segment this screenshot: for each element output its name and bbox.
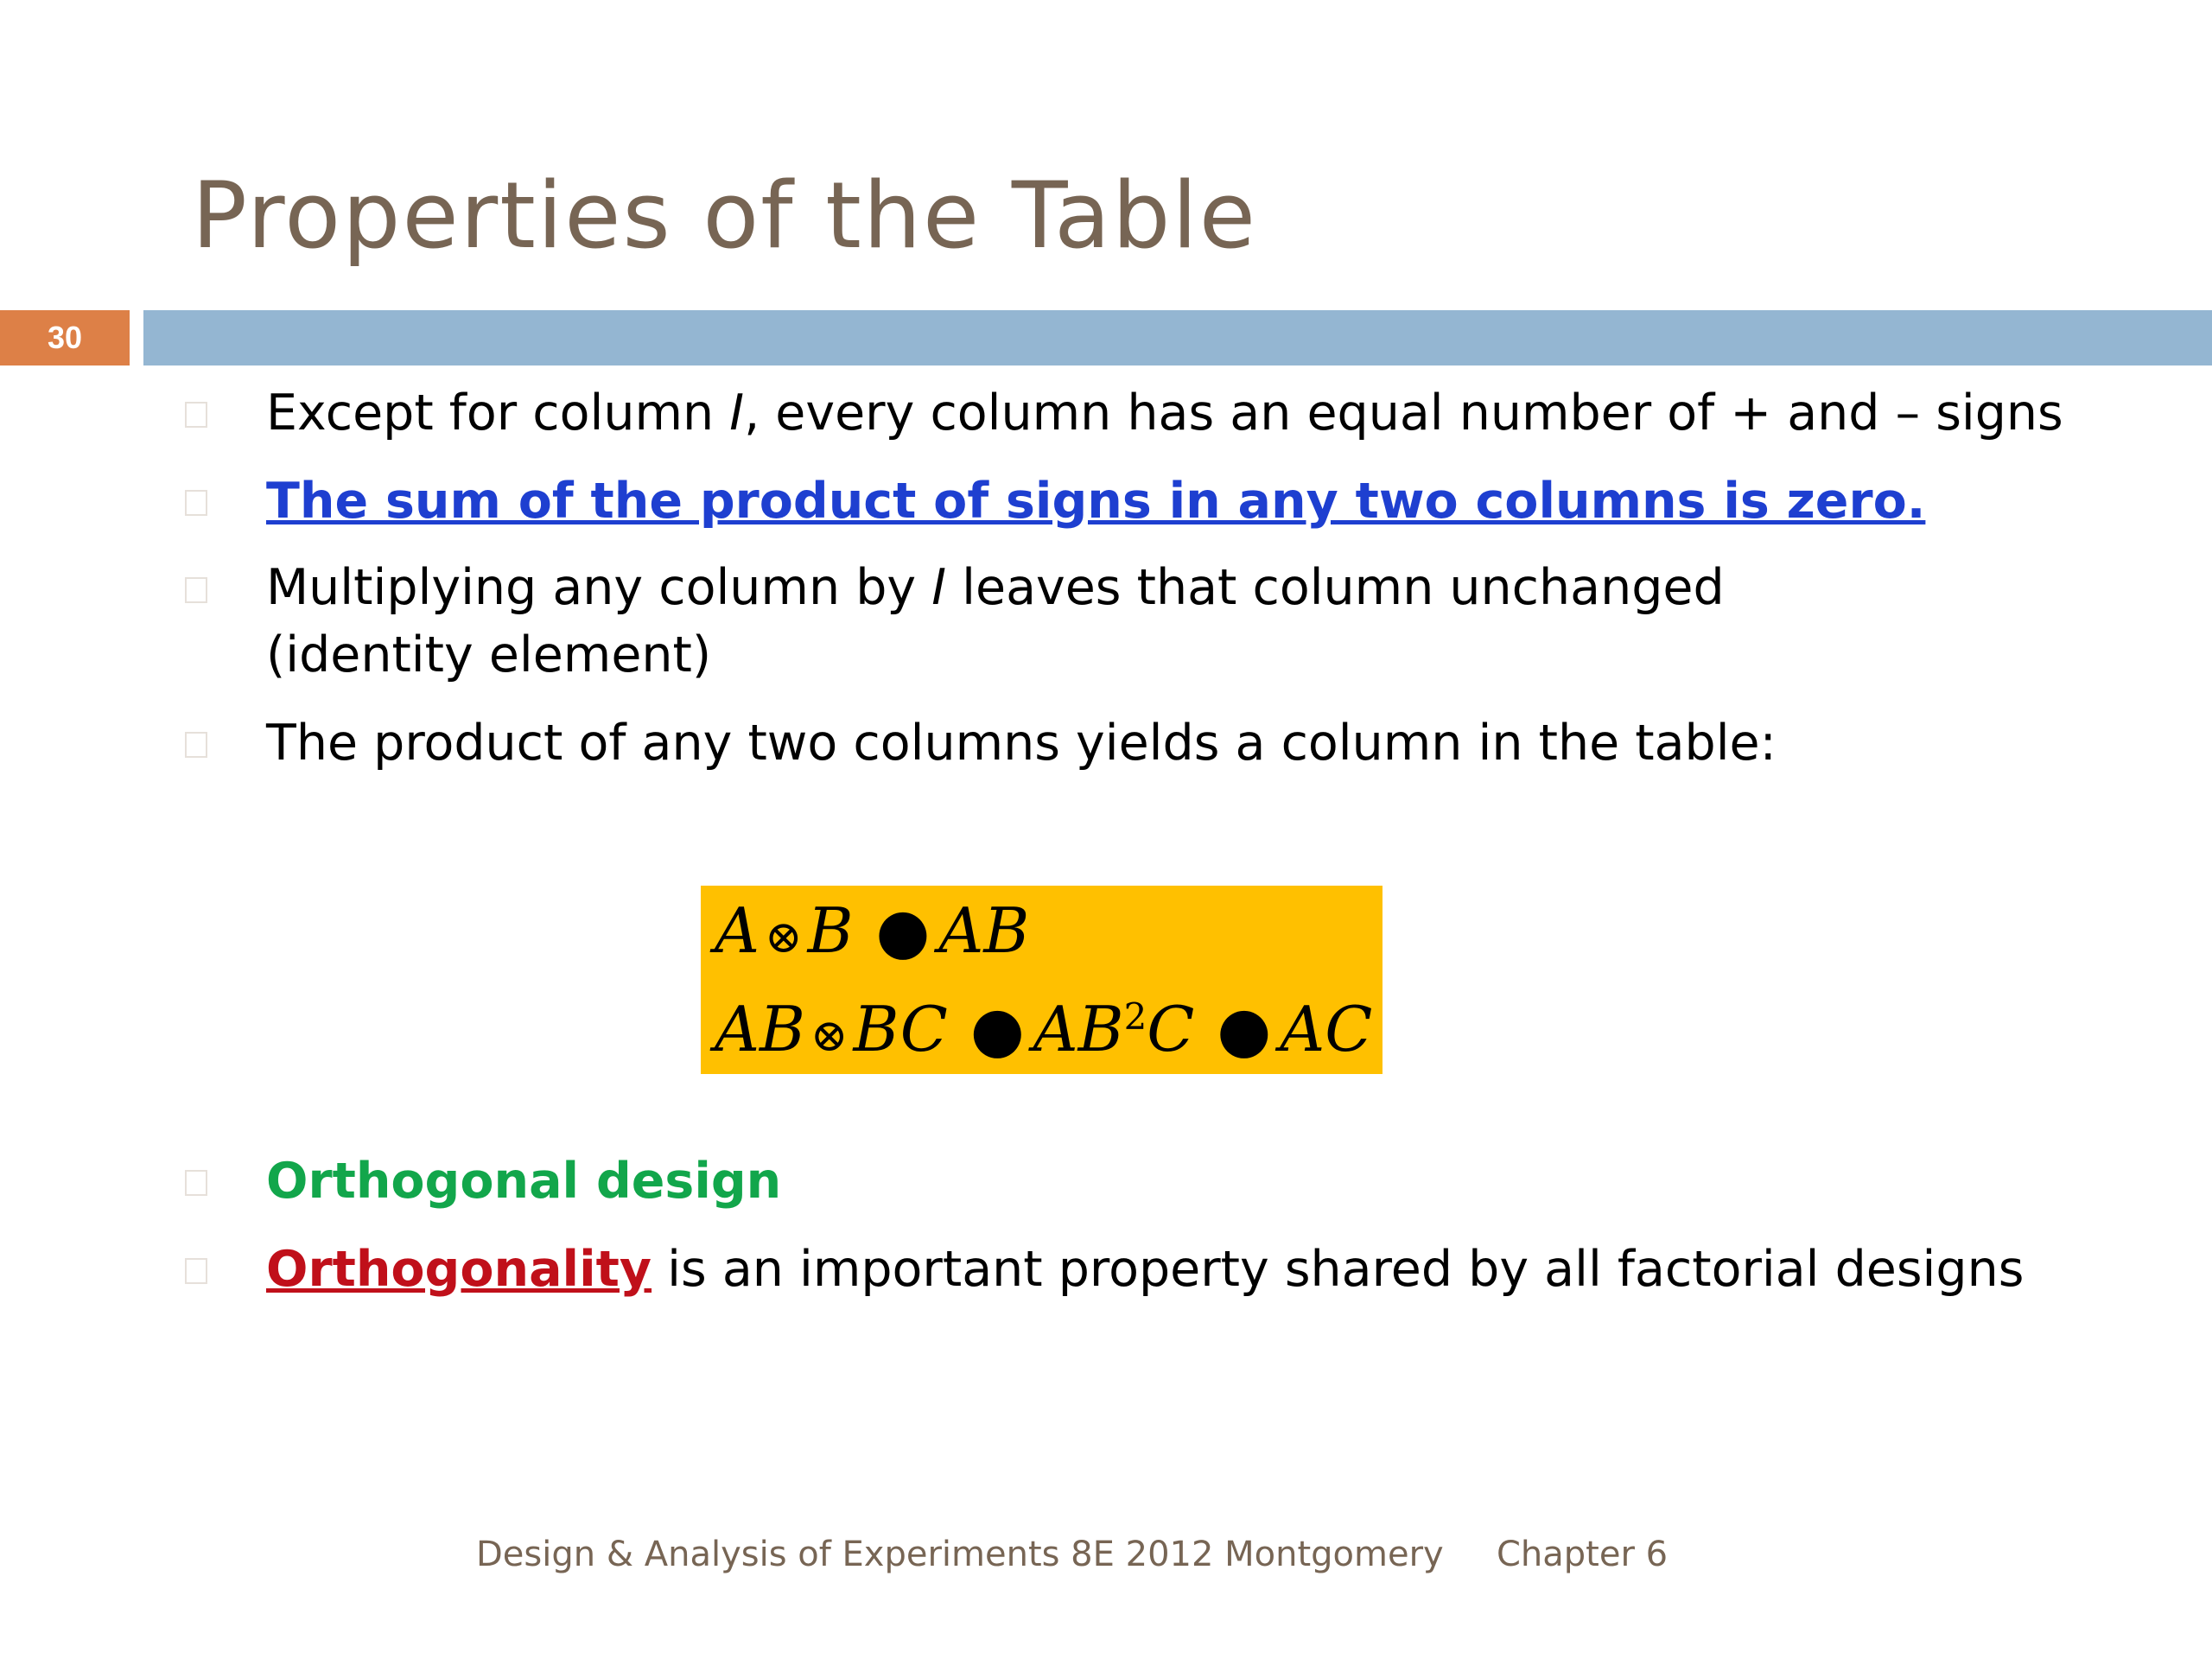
eq-term: BC [853, 993, 948, 1065]
page-title: Properties of the Table [192, 162, 1258, 269]
bullet-text: The product of any two columns yields a column in the table: [266, 715, 1777, 772]
bullet-text [266, 378, 2063, 448]
italic-symbol: I [931, 559, 947, 616]
multiply-operator-icon: ⊗ [810, 1010, 849, 1062]
footer-chapter: Chapter 6 [1497, 1535, 1669, 1574]
equals-dot-icon: ● [1217, 993, 1272, 1065]
bullet-text [266, 1235, 2046, 1304]
slide-number-badge: 30 [0, 310, 130, 365]
eq-term: AC [1280, 993, 1373, 1065]
footer-source: Design & Analysis of Experiments 8E 2012 Montgomery [476, 1535, 1444, 1574]
bullet-marker-icon [185, 402, 207, 428]
bullet-marker-icon [185, 1258, 207, 1284]
bullet-marker-icon [185, 577, 207, 603]
bullet-text [266, 1147, 2046, 1216]
bullet-text-part: Multiplying any column by [266, 559, 932, 616]
bullet-text-part: , every column has an equal number of + and – signs [744, 385, 2063, 442]
bullet-text-part: Except for column [266, 385, 730, 442]
eq-exponent: 2 [1123, 995, 1147, 1038]
equation-box [701, 886, 1382, 1074]
equals-dot-icon: ● [969, 993, 1025, 1065]
eq-term: A [715, 894, 760, 967]
equation-line-1 [715, 894, 1029, 967]
bullet-text [266, 467, 2046, 536]
eq-term: AB [938, 894, 1030, 967]
eq-term: B [807, 894, 854, 967]
bullet-marker-icon [185, 490, 207, 516]
equation-line-2 [715, 993, 1372, 1065]
multiply-operator-icon: ⊗ [765, 912, 803, 963]
equals-dot-icon: ● [875, 894, 931, 967]
bullet-marker-icon [185, 732, 207, 758]
orthogonality-link[interactable]: Orthogonality [266, 1241, 652, 1298]
bullet-text-part: leaves that column unchanged (identity element) [266, 559, 1725, 683]
italic-symbol: I [729, 385, 745, 442]
header-rule-bar [143, 310, 2212, 365]
bullet-text [266, 554, 1942, 689]
bullet-marker-icon [185, 1170, 207, 1196]
eq-term: AB [715, 993, 805, 1065]
eq-term: AB [1033, 993, 1124, 1065]
bullet-text-part: is an important property shared by all factorial designs [652, 1241, 2024, 1298]
green-heading: Orthogonal design [266, 1153, 782, 1210]
highlight-link[interactable]: The sum of the product of signs in any two columns is zero. [266, 473, 1926, 530]
eq-term: C [1147, 993, 1195, 1065]
